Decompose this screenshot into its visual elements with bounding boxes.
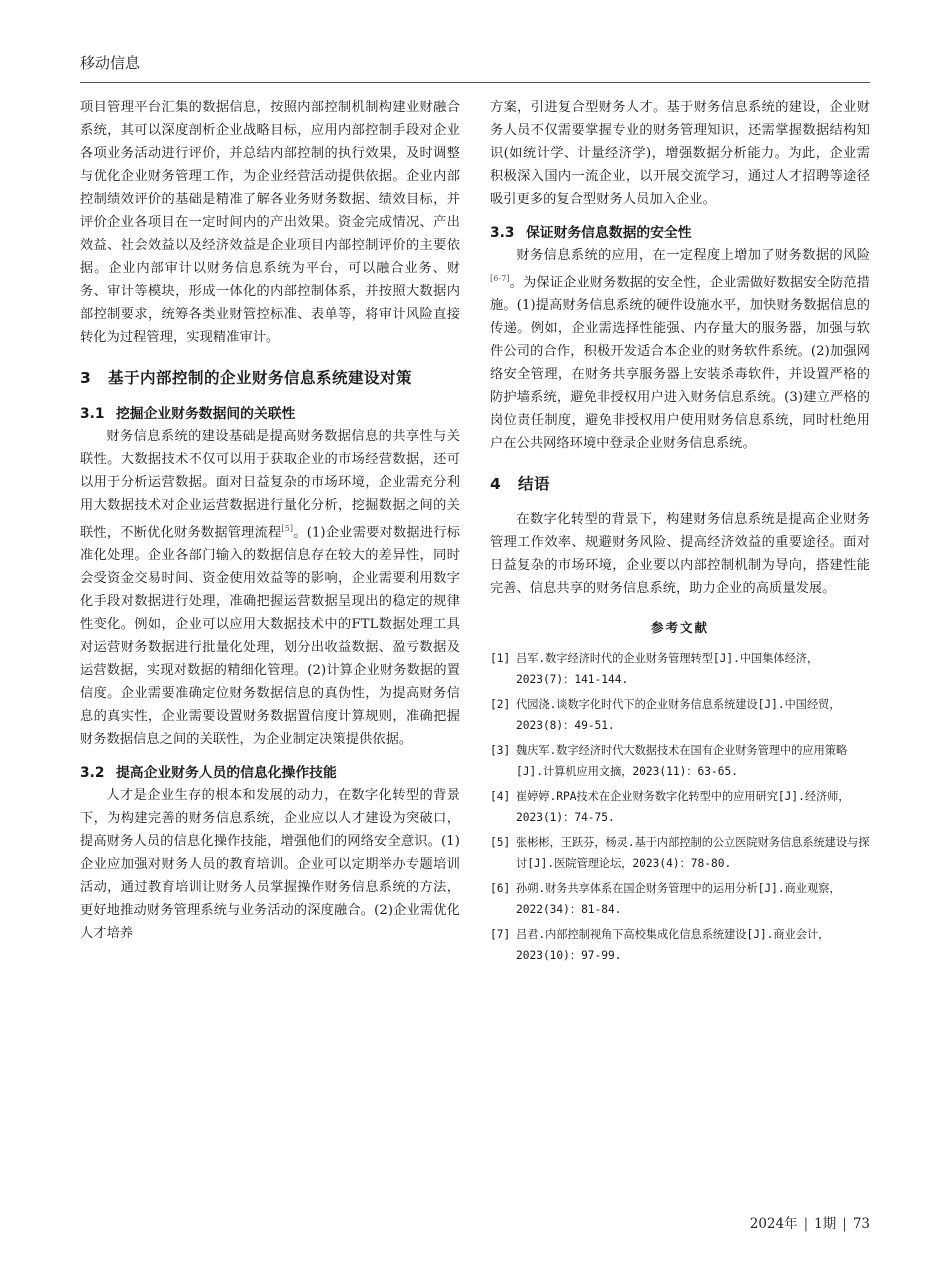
reference-index: [5] — [490, 836, 511, 850]
section-3-2-heading — [80, 761, 460, 781]
journal-name: 移动信息 — [80, 54, 141, 72]
section-3-3-number: 3.3 — [490, 225, 515, 241]
paragraph-conclusion: 在数字化转型的背景下，构建财务信息系统是提高企业财务管理工作效率、规避财务风险、提高经济效益的重要途径。面对日益复杂的市场环境，企业要以内部控制机制为导向，搭建性能完善、信息共享的财务信息系统，助力企业的高质量发展。 — [490, 512, 870, 597]
reference-text: 吕君.内部控制视角下高校集成化信息系统建设[J].商业会计，2023(10)：97-99. — [516, 928, 830, 963]
section-4-heading — [490, 472, 870, 494]
footer-issue: 1期 — [814, 1216, 837, 1232]
reference-text: 孙朔.财务共享体系在国企财务管理中的运用分析[J].商业观察，2022(34)：81-84. — [516, 882, 841, 917]
references-title: 参考文献 — [650, 620, 709, 636]
paragraph-3-1-part-b: 。(1)企业需要对数据进行标准化处理。企业各部门输入的数据信息存在较大的差异性，同时会受资金交易时间、资金使用效益等的影响，企业需要利用数字化手段对数据进行处理，准确把握运营数据呈现出的稳定的规律性变化。例如，企业可以应用大数据技术中的FTL数据处理工具对运营财务数据进行批量化处理，划分出收益数据、盈亏数据及运营数据，实现对数据的精细化管理。(2)计算企业财务数据的置信度。企业需要准确定位财务数据信息的真伪性，为提高财务信息的真实性，企业需要设置财务数据置信度计算规则，准确把握财务数据信息之间的关联性，为企业制定决策提供依据。 — [80, 525, 460, 748]
paragraph-3-2: 人才是企业生存的根本和发展的动力，在数字化转型的背景下，为构建完善的财务信息系统，企业应以人才建设为突破口，提高财务人员的信息化操作技能，增强他们的网络安全意识。(1)企业应加强对财务人员的教育培训。企业可以定期举办专题培训活动，通过教育培训让财务人员掌握操作财务信息系统的方法，更好地推动财务管理系统与业务活动的深度融合。(2)企业需优化人才培养 — [80, 788, 460, 942]
reference-item — [490, 648, 870, 690]
footer-separator: | — [842, 1216, 847, 1232]
section-3-number: 3 — [80, 369, 92, 387]
reference-item — [490, 694, 870, 736]
section-3-heading — [80, 366, 460, 388]
reference-item — [490, 924, 870, 966]
reference-text: 魏庆军.数字经济时代大数据技术在国有企业财务管理中的应用策略[J].计算机应用文摘，2023(11)：63-65. — [516, 744, 848, 779]
reference-index: [3] — [490, 744, 511, 758]
section-4-title: 结语 — [518, 475, 551, 494]
footer-year: 2024年 — [749, 1216, 798, 1232]
reference-text: 代园浇.谈数字化时代下的企业财务信息系统建设[J].中国经贸，2023(8)：49-51. — [516, 698, 841, 733]
section-3-3-title: 保证财务信息数据的安全性 — [526, 225, 692, 241]
paragraph-3-1-part-a: 财务信息系统的建设基础是提高财务数据信息的共享性与关联性。大数据技术不仅可以用于获取企业的市场经营数据，还可以用于分析运营数据。面对日益复杂的市场环境，企业需充分利用大数据技术对企业运营数据进行量化分析，挖掘数据之间的关联性，不断优化财务数据管理流程 — [80, 429, 460, 541]
reference-item — [490, 740, 870, 782]
reference-text: 崔婷婷.RPA技术在企业财务数字化转型中的应用研究[J].经济师，2023(1)：74-75. — [516, 790, 850, 825]
section-3-1-heading — [80, 402, 460, 422]
reference-index: [1] — [490, 652, 511, 666]
citation-6-7: [6-7] — [490, 274, 510, 283]
footer-separator: | — [803, 1216, 809, 1232]
reference-item — [490, 878, 870, 920]
reference-item — [490, 832, 870, 874]
paragraph-intro: 项目管理平台汇集的数据信息，按照内部控制机制构建业财融合系统，其可以深度剖析企业战略目标，应用内部控制手段对企业各项业务活动进行评价，并总结内部控制的执行效果，及时调整与优化企业财务管理工作，为企业经营活动提供依据。企业内部控制绩效评价的基础是精准了解各业务财务数据、绩效目标，并评价企业各项目在一定时间内的产出效果。资金完成情况、产出效益、社会效益以及经济效益是企业项目内部控制评价的主要依据。企业内部审计以财务信息系统为平台，可以融合业务、财务、审计等模块，形成一体化的内部控制体系，并按照大数据内部控制要求，统筹各类业财管控标准、表单等，将审计风险直接转化为过程管理，实现精准审计。 — [80, 100, 460, 345]
right-column — [490, 96, 870, 970]
section-4-number: 4 — [490, 475, 502, 494]
section-3-3-heading — [490, 221, 870, 241]
references-list — [490, 648, 870, 966]
page-number: 73 — [852, 1216, 870, 1232]
reference-item — [490, 786, 870, 828]
reference-index: [7] — [490, 928, 511, 942]
page-footer — [750, 1212, 870, 1232]
section-3-1-title: 挖掘企业财务数据间的关联性 — [116, 406, 296, 422]
citation-5: [5] — [281, 524, 294, 533]
section-3-1-number: 3.1 — [80, 406, 105, 422]
section-3-2-number: 3.2 — [80, 765, 105, 782]
left-column — [80, 96, 460, 945]
reference-index: [6] — [490, 882, 511, 896]
paragraph-3-1 — [80, 425, 460, 751]
paragraph-3-2-continued: 方案，引进复合型财务人才。基于财务信息系统的建设，企业财务人员不仅需要掌握专业的财务管理知识，还需掌握数据结构知识(如统计学、计量经济学)，增强数据分析能力。为此，企业需积极深入国内一流企业，以开展交流学习，通过人才招聘等途径吸引更多的复合型财务人员加入企业。 — [490, 100, 870, 207]
reference-index: [4] — [490, 790, 511, 804]
section-3-2-title: 提高企业财务人员的信息化操作技能 — [116, 765, 337, 782]
reference-index: [2] — [490, 698, 511, 712]
paragraph-3-3 — [490, 244, 870, 455]
reference-text: 张彬彬，王跃芬，杨灵.基于内部控制的公立医院财务信息系统建设与探讨[J].医院管理论坛，2023(4)：78-80. — [516, 836, 870, 871]
paragraph-3-3-part-b: 。为保证企业财务数据的安全性，企业需做好数据安全防范措施。(1)提高财务信息系统的硬件设施水平，加快财务数据信息的传递。例如，企业需选择性能强、内存量大的服务器，加强与软件公司的合作，积极开发适合本企业的财务软件系统。(2)加强网络安全管理，在财务共享服务器上安装杀毒软件，并设置严格的防护墙系统，避免非授权用户进入财务信息系统。(3)建立严格的岗位责任制度，避免非授权用户使用财务信息系统，同时杜绝用户在公共网络环境中登录企业财务信息系统。 — [490, 275, 870, 452]
reference-text: 吕军.数字经济时代的企业财务管理转型[J].中国集体经济，2023(7)：141-144. — [516, 652, 819, 687]
section-3-title: 基于内部控制的企业财务信息系统建设对策 — [108, 369, 413, 387]
paragraph-3-3-part-a: 财务信息系统的应用，在一定程度上增加了财务数据的风险 — [516, 248, 870, 263]
header-rule — [80, 82, 870, 83]
